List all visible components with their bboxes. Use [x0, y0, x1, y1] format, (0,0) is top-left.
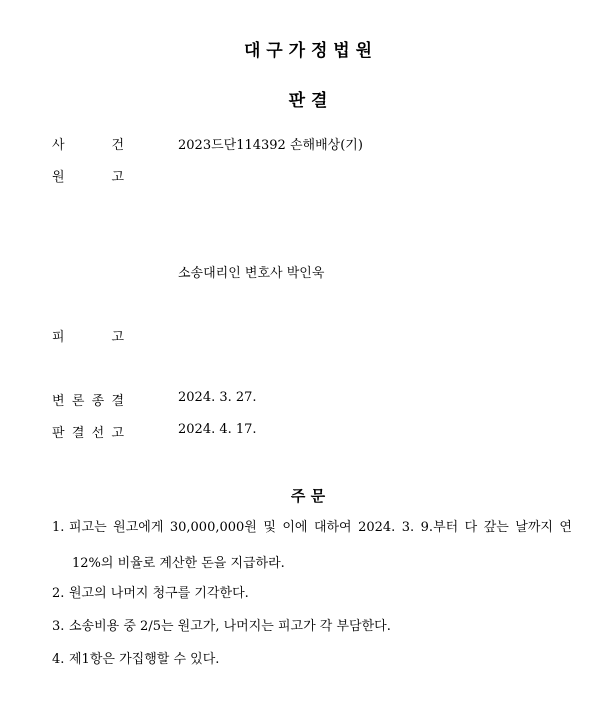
attorney: 소송대리인 변호사 박인욱	[178, 266, 325, 281]
order-item-number: 3.	[52, 619, 65, 634]
ruling-date: 2024. 4. 17.	[178, 422, 257, 437]
order-item-number: 1.	[52, 520, 65, 535]
closing-date: 2024. 3. 27.	[178, 390, 257, 405]
defendant-label: 피 고	[52, 330, 124, 345]
ruling-label: 판 결 선 고	[52, 426, 124, 441]
order-item-text: 피고는 원고에게 30,000,000원 및 이에 대하여 2024. 3. 9.부터 다 갚는 날까지 연	[69, 520, 572, 535]
order-item-1-continuation: 12%의 비율로 계산한 돈을 지급하라.	[72, 556, 285, 571]
plaintiff-label: 원 고	[52, 170, 124, 185]
ruling-row	[52, 422, 572, 444]
order-item-text: 소송비용 중 2/5는 원고가, 나머지는 피고가 각 부담한다.	[69, 619, 391, 634]
closing-row	[52, 390, 572, 412]
plaintiff-row	[52, 166, 572, 188]
defendant-row	[52, 326, 572, 348]
order-item-1	[52, 518, 572, 540]
order-item-text: 원고의 나머지 청구를 기각한다.	[69, 586, 249, 601]
order-item-number: 4.	[52, 652, 65, 667]
court-name: 대 구 가 정 법 원	[243, 41, 373, 61]
case-value: 2023드단114392 손해배상(기)	[178, 138, 363, 153]
closing-label: 변 론 종 결	[52, 394, 124, 409]
order-section-title: 주 문	[290, 487, 326, 505]
order-item-number: 2.	[52, 586, 65, 601]
order-item-4	[52, 650, 572, 672]
case-label: 사 건	[52, 138, 124, 153]
order-item-3	[52, 617, 572, 639]
order-item-text: 제1항은 가집행할 수 있다.	[69, 652, 220, 667]
document-title: 판 결	[288, 91, 328, 111]
case-row	[52, 134, 572, 156]
order-item-2	[52, 584, 572, 606]
